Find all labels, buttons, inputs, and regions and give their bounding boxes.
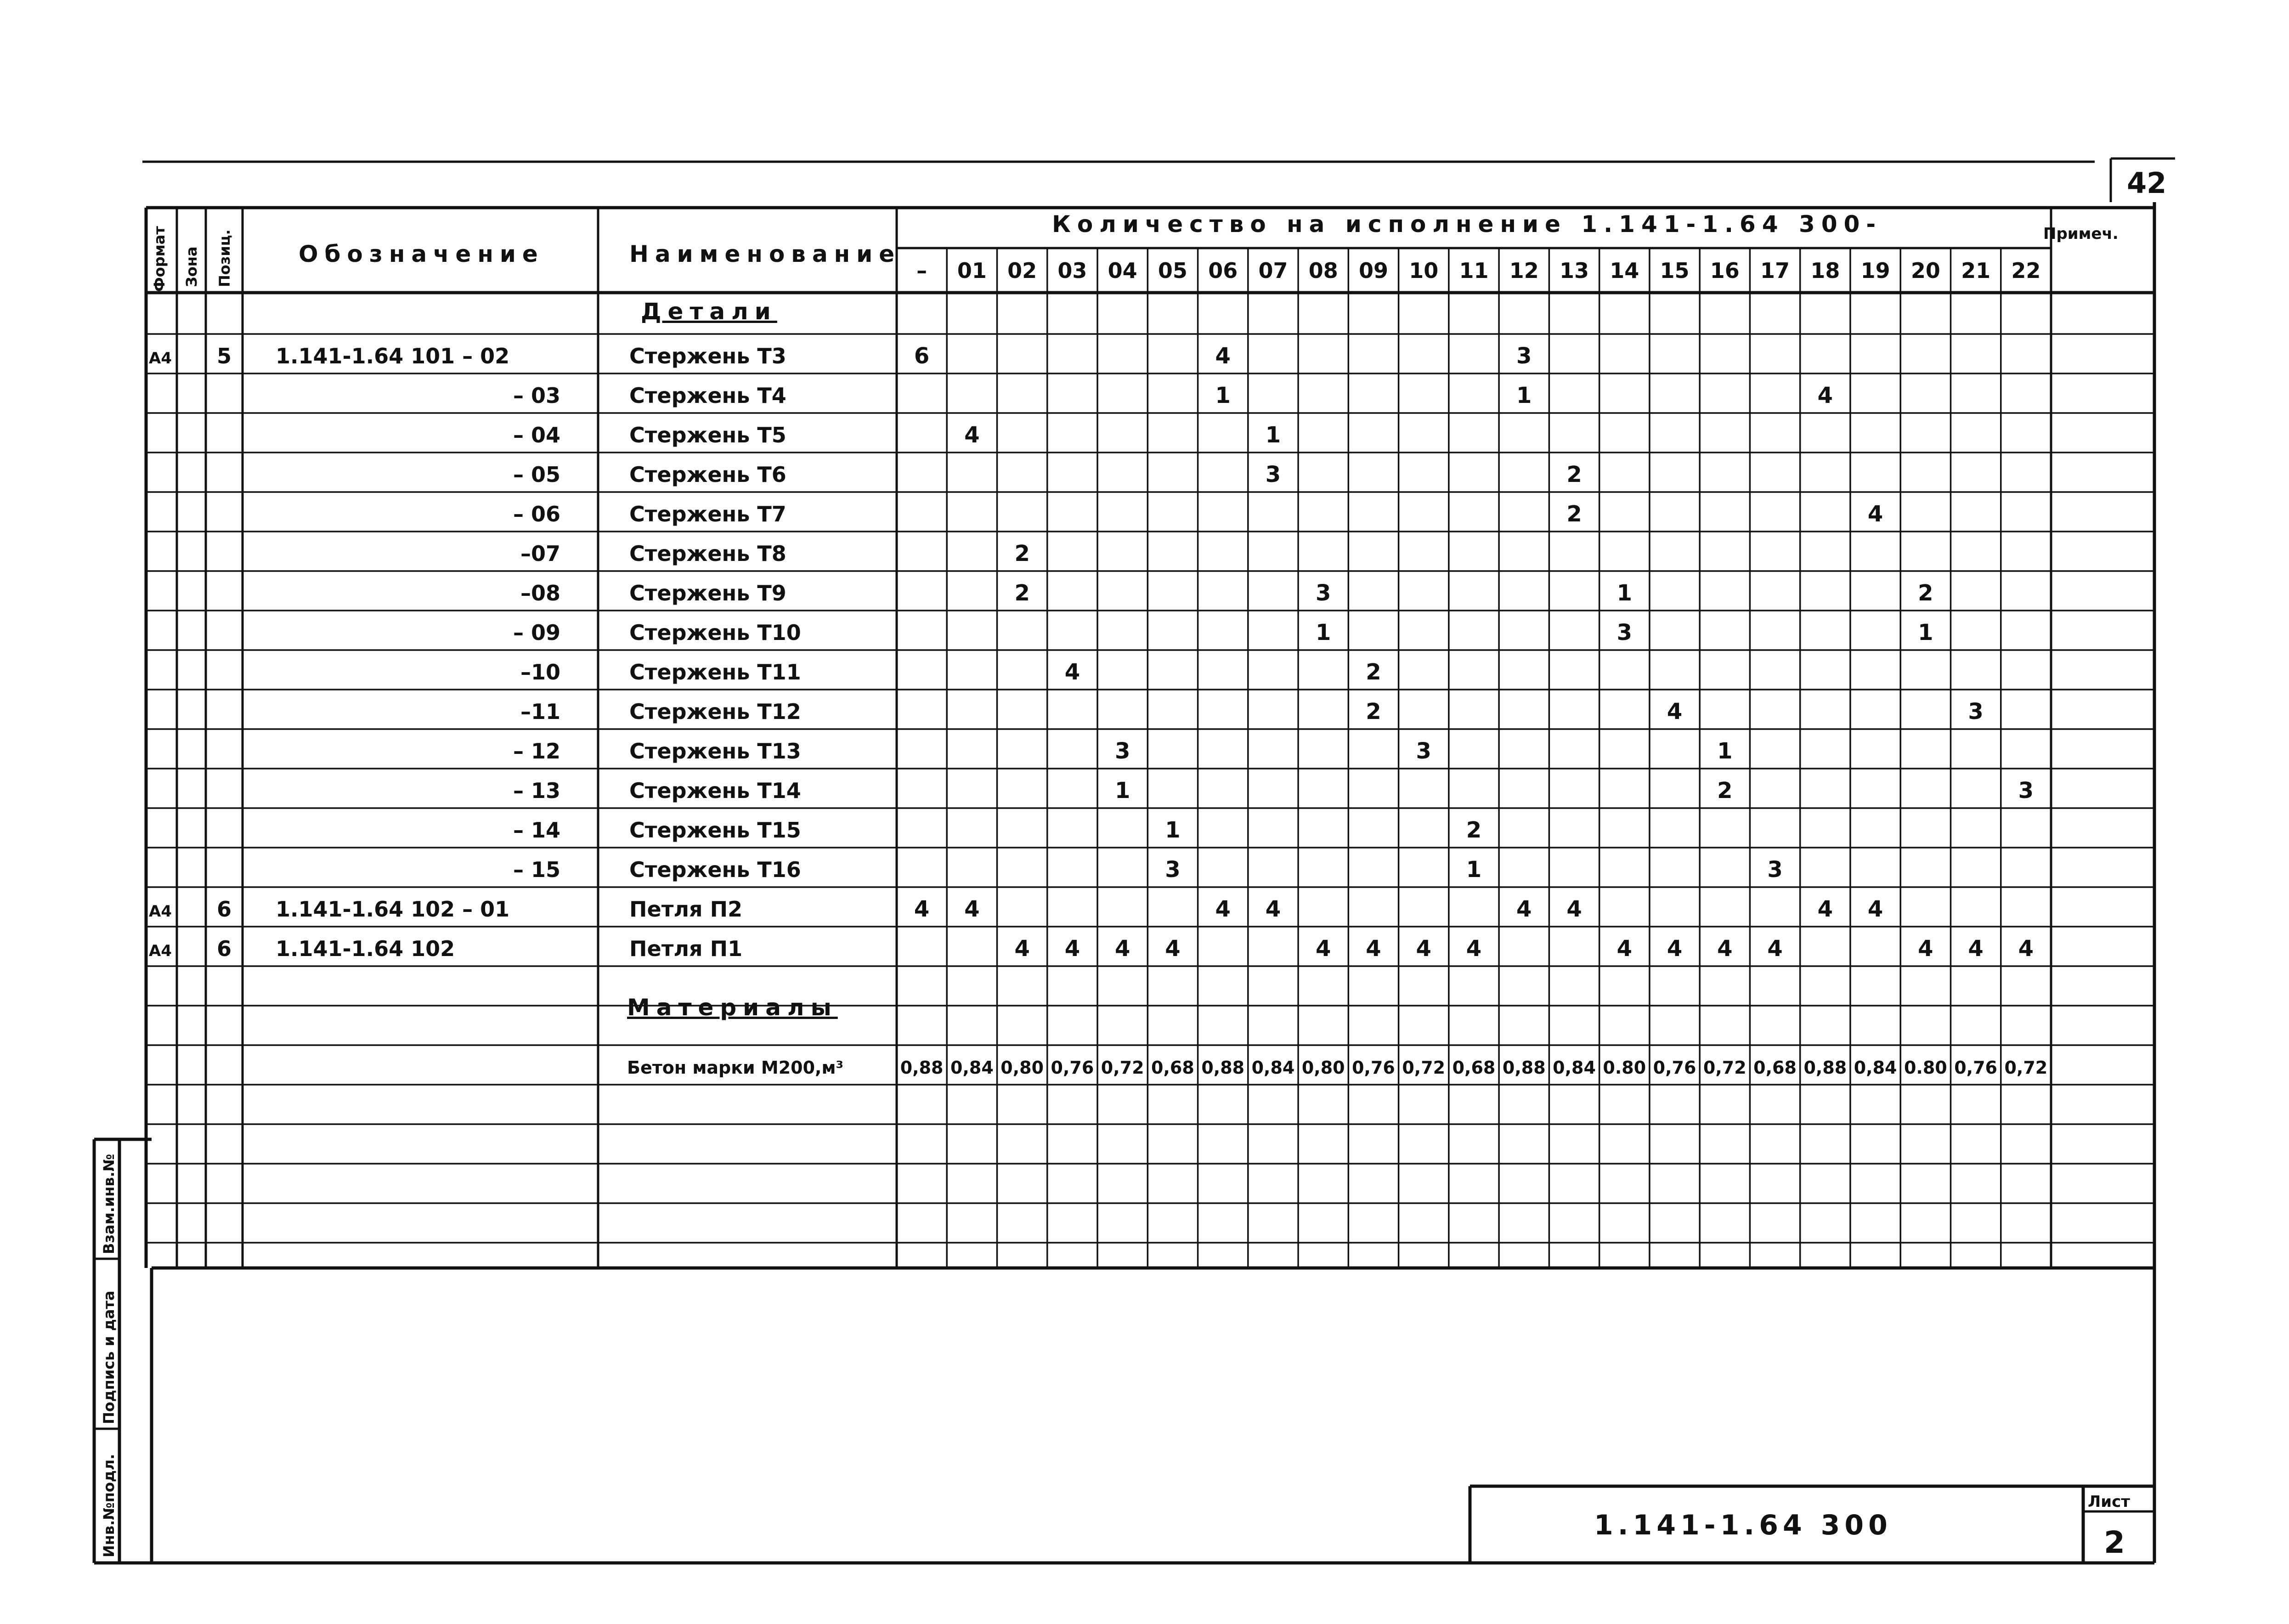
material-value-15: 0,76 bbox=[1653, 1058, 1696, 1078]
qty-cell-14-13: 4 bbox=[1566, 896, 1582, 922]
material-value-0: 0,88 bbox=[900, 1058, 944, 1078]
qty-cell-10-10: 3 bbox=[1416, 738, 1431, 764]
qty-cell-0-0: 6 bbox=[914, 343, 930, 369]
row-designation-15: 1.141-1.64 102 bbox=[276, 936, 455, 961]
qty-cell-11-16: 2 bbox=[1717, 778, 1733, 804]
qty-cell-5-2: 2 bbox=[1014, 541, 1030, 566]
row-designation-10: – 12 bbox=[513, 739, 560, 764]
variant-header-15: 15 bbox=[1660, 258, 1690, 283]
document-code: 1.141-1.64 300 bbox=[1594, 1509, 1892, 1541]
qty-cell-9-21: 3 bbox=[1968, 699, 1984, 724]
qty-cell-1-12: 1 bbox=[1516, 383, 1532, 408]
qty-cell-14-18: 4 bbox=[1817, 896, 1833, 922]
row-designation-13: – 15 bbox=[513, 857, 560, 882]
qty-cell-1-18: 4 bbox=[1817, 383, 1833, 408]
qty-cell-15-8: 4 bbox=[1316, 936, 1331, 962]
material-value-4: 0,72 bbox=[1101, 1058, 1144, 1078]
qty-cell-1-6: 1 bbox=[1215, 383, 1231, 408]
material-value-11: 0,68 bbox=[1452, 1058, 1496, 1078]
qty-cell-14-19: 4 bbox=[1867, 896, 1883, 922]
material-value-2: 0,80 bbox=[1000, 1058, 1044, 1078]
row-name-13: Стержень Т16 bbox=[629, 857, 801, 882]
qty-cell-15-3: 4 bbox=[1064, 936, 1080, 962]
header-position: Позиц. bbox=[216, 229, 233, 287]
row-designation-12: – 14 bbox=[513, 818, 560, 843]
row-designation-11: – 13 bbox=[513, 778, 560, 803]
qty-cell-15-9: 4 bbox=[1366, 936, 1381, 962]
qty-cell-10-4: 3 bbox=[1114, 738, 1130, 764]
row-designation-9: –11 bbox=[520, 699, 560, 724]
qty-cell-4-13: 2 bbox=[1566, 501, 1582, 527]
qty-cell-15-2: 4 bbox=[1014, 936, 1030, 962]
qty-cell-7-20: 1 bbox=[1918, 620, 1933, 645]
qty-cell-0-12: 3 bbox=[1516, 343, 1532, 369]
row-format-0: А4 bbox=[149, 349, 172, 368]
header-designation: Обозначение bbox=[299, 241, 544, 267]
variant-header-8: 08 bbox=[1308, 258, 1338, 283]
row-name-5: Стержень Т8 bbox=[629, 541, 786, 566]
row-position-15: 6 bbox=[216, 936, 232, 961]
stamp-signature-date: Подпись и дата bbox=[100, 1290, 118, 1424]
material-value-21: 0,76 bbox=[1954, 1058, 1997, 1078]
variant-header-18: 18 bbox=[1810, 258, 1840, 283]
variant-header-17: 17 bbox=[1760, 258, 1790, 283]
qty-cell-4-19: 4 bbox=[1867, 501, 1883, 527]
row-format-14: А4 bbox=[149, 902, 172, 921]
material-value-10: 0,72 bbox=[1402, 1058, 1446, 1078]
qty-cell-14-7: 4 bbox=[1265, 896, 1281, 922]
variant-header-9: 09 bbox=[1358, 258, 1388, 283]
qty-cell-15-5: 4 bbox=[1165, 936, 1181, 962]
qty-cell-12-5: 1 bbox=[1165, 817, 1181, 843]
qty-cell-11-4: 1 bbox=[1114, 778, 1130, 804]
variant-header-11: 11 bbox=[1459, 258, 1489, 283]
variant-header-19: 19 bbox=[1860, 258, 1890, 283]
qty-cell-15-17: 4 bbox=[1767, 936, 1783, 962]
row-designation-0: 1.141-1.64 101 – 02 bbox=[276, 344, 510, 368]
section-details: Детали bbox=[641, 298, 777, 325]
qty-cell-10-16: 1 bbox=[1717, 738, 1733, 764]
material-name: Бетон марки М200,м³ bbox=[627, 1058, 844, 1078]
variant-header-10: 10 bbox=[1409, 258, 1439, 283]
qty-cell-6-2: 2 bbox=[1014, 580, 1030, 606]
section-materials: Материалы bbox=[627, 994, 838, 1021]
variant-header-3: 03 bbox=[1057, 258, 1087, 283]
material-value-13: 0,84 bbox=[1553, 1058, 1596, 1078]
row-designation-2: – 04 bbox=[513, 423, 560, 447]
header-name: Наименование bbox=[629, 241, 901, 267]
material-value-1: 0,84 bbox=[950, 1058, 994, 1078]
variant-header-7: 07 bbox=[1258, 258, 1288, 283]
row-name-0: Стержень Т3 bbox=[629, 344, 786, 368]
stamp-vzam-inv: Взам.инв.№ bbox=[100, 1154, 118, 1254]
row-position-14: 6 bbox=[216, 897, 232, 922]
material-value-18: 0,88 bbox=[1803, 1058, 1847, 1078]
row-name-8: Стержень Т11 bbox=[629, 660, 801, 685]
row-name-12: Стержень Т15 bbox=[629, 818, 801, 843]
material-value-20: 0.80 bbox=[1904, 1058, 1947, 1078]
qty-cell-15-22: 4 bbox=[2018, 936, 2034, 962]
qty-cell-7-8: 1 bbox=[1316, 620, 1331, 645]
qty-cell-13-5: 3 bbox=[1165, 857, 1181, 883]
qty-cell-15-16: 4 bbox=[1717, 936, 1733, 962]
material-value-14: 0.80 bbox=[1603, 1058, 1646, 1078]
qty-cell-14-6: 4 bbox=[1215, 896, 1231, 922]
qty-cell-13-11: 1 bbox=[1466, 857, 1482, 883]
material-value-22: 0,72 bbox=[2004, 1058, 2048, 1078]
variant-header-20: 20 bbox=[1910, 258, 1940, 283]
qty-cell-0-6: 4 bbox=[1215, 343, 1231, 369]
variant-header-16: 16 bbox=[1710, 258, 1740, 283]
material-value-19: 0,84 bbox=[1854, 1058, 1897, 1078]
variant-header-4: 04 bbox=[1108, 258, 1137, 283]
stamp-inv-podl: Инв.№подл. bbox=[100, 1454, 118, 1557]
qty-cell-11-22: 3 bbox=[2018, 778, 2034, 804]
sheet-number: 2 bbox=[2104, 1525, 2125, 1560]
variant-header-6: 06 bbox=[1208, 258, 1238, 283]
variant-header-13: 13 bbox=[1560, 258, 1589, 283]
qty-cell-14-12: 4 bbox=[1516, 896, 1532, 922]
qty-cell-2-7: 1 bbox=[1265, 422, 1281, 448]
qty-cell-12-11: 2 bbox=[1466, 817, 1482, 843]
row-position-0: 5 bbox=[216, 344, 232, 368]
qty-cell-9-9: 2 bbox=[1366, 699, 1381, 724]
variant-header-22: 22 bbox=[2011, 258, 2041, 283]
row-name-2: Стержень Т5 bbox=[629, 423, 786, 447]
row-name-10: Стержень Т13 bbox=[629, 739, 801, 764]
header-quantity: Количество на исполнение 1.141-1.64 300- bbox=[1052, 211, 1882, 238]
row-name-11: Стержень Т14 bbox=[629, 778, 801, 803]
qty-cell-8-3: 4 bbox=[1064, 659, 1080, 685]
row-designation-3: – 05 bbox=[513, 462, 560, 487]
material-value-12: 0,88 bbox=[1502, 1058, 1546, 1078]
row-name-14: Петля П2 bbox=[629, 897, 743, 922]
row-name-1: Стержень Т4 bbox=[629, 383, 786, 408]
material-value-8: 0,80 bbox=[1301, 1058, 1345, 1078]
row-name-4: Стержень Т7 bbox=[629, 502, 786, 526]
qty-cell-15-21: 4 bbox=[1968, 936, 1984, 962]
qty-cell-15-20: 4 bbox=[1918, 936, 1933, 962]
material-value-16: 0,72 bbox=[1703, 1058, 1746, 1078]
qty-cell-15-15: 4 bbox=[1667, 936, 1683, 962]
qty-cell-14-0: 4 bbox=[914, 896, 930, 922]
page-number: 42 bbox=[2127, 166, 2167, 200]
qty-cell-7-14: 3 bbox=[1616, 620, 1632, 645]
qty-cell-14-1: 4 bbox=[964, 896, 980, 922]
variant-header-5: 05 bbox=[1158, 258, 1187, 283]
qty-cell-15-14: 4 bbox=[1616, 936, 1632, 962]
material-value-6: 0,88 bbox=[1201, 1058, 1245, 1078]
row-format-15: А4 bbox=[149, 942, 172, 960]
row-designation-1: – 03 bbox=[513, 383, 560, 408]
variant-header-12: 12 bbox=[1509, 258, 1539, 283]
material-value-3: 0,76 bbox=[1051, 1058, 1094, 1078]
header-zone: Зона bbox=[183, 246, 200, 287]
row-designation-5: –07 bbox=[520, 541, 560, 566]
qty-cell-13-17: 3 bbox=[1767, 857, 1783, 883]
qty-cell-6-8: 3 bbox=[1316, 580, 1331, 606]
row-designation-4: – 06 bbox=[513, 502, 560, 526]
row-name-15: Петля П1 bbox=[629, 936, 743, 961]
variant-header-0: – bbox=[916, 258, 927, 283]
row-designation-8: –10 bbox=[520, 660, 560, 685]
material-value-7: 0,84 bbox=[1251, 1058, 1295, 1078]
material-value-5: 0,68 bbox=[1151, 1058, 1194, 1078]
qty-cell-3-7: 3 bbox=[1265, 462, 1281, 487]
qty-cell-8-9: 2 bbox=[1366, 659, 1381, 685]
header-note: Примеч. bbox=[2043, 225, 2119, 243]
qty-cell-6-14: 1 bbox=[1616, 580, 1632, 606]
material-value-17: 0,68 bbox=[1753, 1058, 1797, 1078]
row-name-3: Стержень Т6 bbox=[629, 462, 786, 487]
row-designation-14: 1.141-1.64 102 – 01 bbox=[276, 897, 510, 922]
variant-header-1: 01 bbox=[957, 258, 987, 283]
row-name-6: Стержень Т9 bbox=[629, 581, 786, 605]
variant-header-21: 21 bbox=[1961, 258, 1991, 283]
row-designation-7: – 09 bbox=[513, 620, 560, 645]
row-name-9: Стержень Т12 bbox=[629, 699, 801, 724]
header-format: Формат bbox=[151, 226, 168, 292]
qty-cell-3-13: 2 bbox=[1566, 462, 1582, 487]
row-designation-6: –08 bbox=[520, 581, 560, 605]
qty-cell-9-15: 4 bbox=[1667, 699, 1683, 724]
row-name-7: Стержень Т10 bbox=[629, 620, 801, 645]
variant-header-2: 02 bbox=[1007, 258, 1037, 283]
qty-cell-6-20: 2 bbox=[1918, 580, 1933, 606]
qty-cell-15-4: 4 bbox=[1114, 936, 1130, 962]
qty-cell-15-10: 4 bbox=[1416, 936, 1431, 962]
qty-cell-15-11: 4 bbox=[1466, 936, 1482, 962]
sheet-label: Лист bbox=[2088, 1493, 2130, 1511]
variant-header-14: 14 bbox=[1610, 258, 1639, 283]
qty-cell-2-1: 4 bbox=[964, 422, 980, 448]
material-value-9: 0,76 bbox=[1352, 1058, 1395, 1078]
